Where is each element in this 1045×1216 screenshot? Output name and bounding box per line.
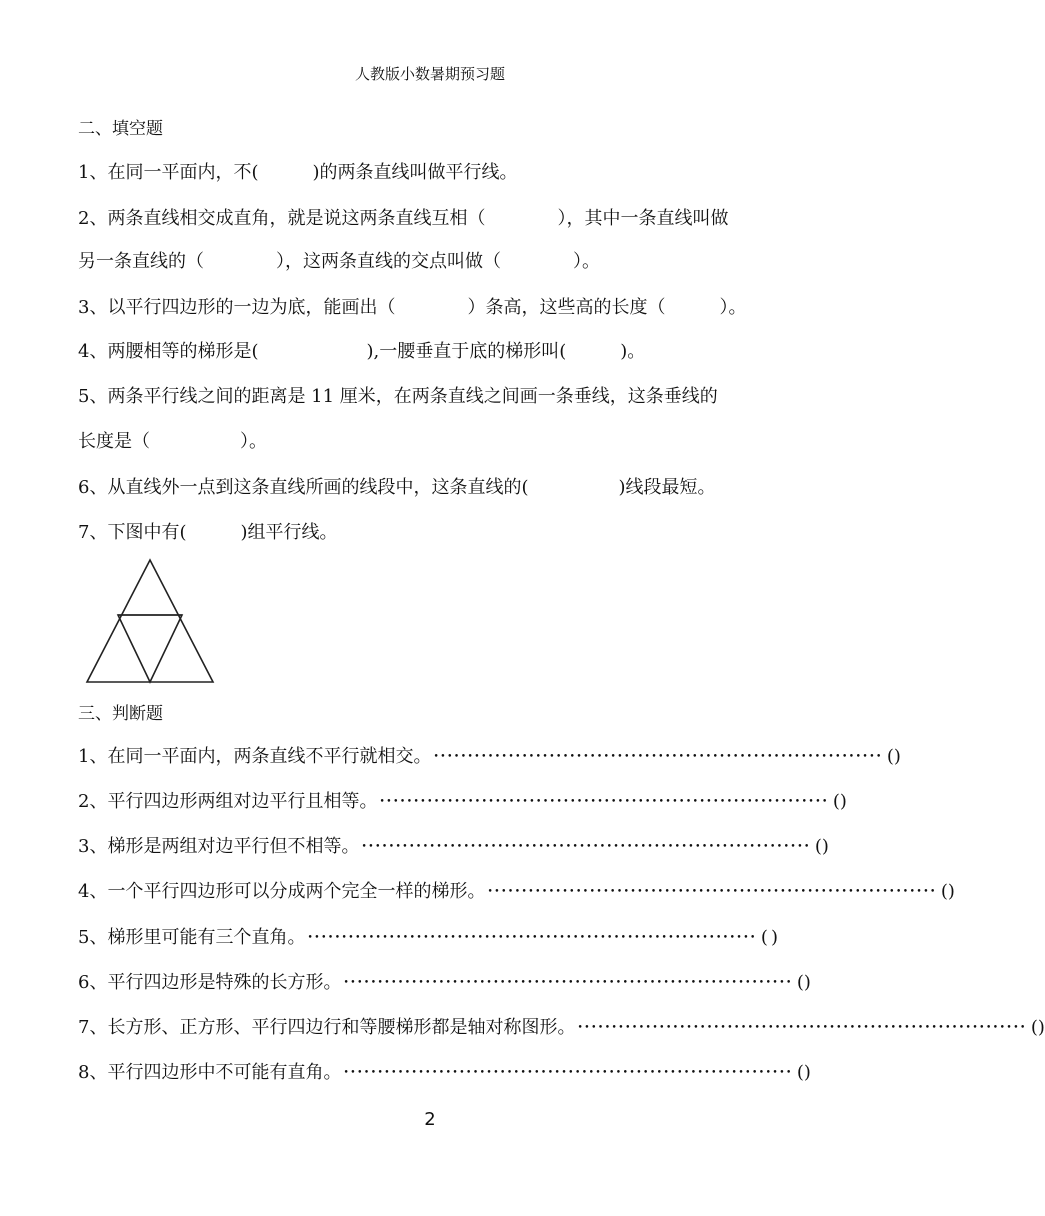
fill-in-question-4: 4、两腰相等的梯形是( ),一腰垂直于底的梯形叫( )。 — [78, 341, 646, 362]
leader-dots: •••••••••••••••••••••••••••••••••••••••••••••••••••••••••••••••••• — [361, 842, 811, 852]
judge-item-text: 5、梯形里可能有三个直角。 — [78, 927, 306, 948]
fill-in-question-2: 2、两条直线相交成直角，就是说这两条直线互相（ ），其中一条直线叫做 — [78, 208, 729, 229]
triangle-figure — [85, 558, 215, 686]
judge-item-text: 4、一个平行四边形可以分成两个完全一样的梯形。 — [78, 881, 486, 902]
judge-item-4 — [78, 881, 955, 903]
answer-blank[interactable]: ( ) — [760, 927, 778, 948]
page-header: 人教版小数暑期预习题 — [354, 65, 505, 83]
answer-blank[interactable]: ( ) — [796, 1062, 811, 1083]
judge-item-text: 2、平行四边形两组对边平行且相等。 — [78, 791, 378, 812]
leader-dots: •••••••••••••••••••••••••••••••••••••••••••••••••••••••••••••••••• — [307, 933, 757, 943]
outer-triangle — [87, 560, 213, 682]
answer-blank[interactable]: ( ) — [832, 791, 847, 812]
leader-dots: •••••••••••••••••••••••••••••••••••••••••••••••••••••••••••••••••• — [577, 1023, 1027, 1033]
leader-dots: •••••••••••••••••••••••••••••••••••••••••••••••••••••••••••••••••• — [487, 887, 937, 897]
inner-inverted-triangle — [118, 615, 182, 682]
fill-in-question-5: 5、两条平行线之间的距离是 11 厘米，在两条直线之间画一条垂线，这条垂线的 — [78, 386, 718, 407]
fill-in-question-3: 3、以平行四边形的一边为底，能画出（ ）条高，这些高的长度（ ）。 — [78, 297, 747, 318]
fill-in-question-5-cont: 长度是（ ）。 — [78, 431, 267, 452]
answer-blank[interactable]: ( ) — [814, 836, 829, 857]
section-title-fill-in: 二、填空题 — [78, 119, 163, 139]
judge-item-3 — [78, 836, 829, 858]
fill-in-question-1: 1、在同一平面内，不( )的两条直线叫做平行线。 — [78, 162, 518, 183]
leader-dots: •••••••••••••••••••••••••••••••••••••••••••••••••••••••••••••••••• — [379, 797, 829, 807]
judge-item-text: 3、梯形是两组对边平行但不相等。 — [78, 836, 360, 857]
answer-blank[interactable]: ( ) — [886, 746, 901, 767]
judge-item-7 — [78, 1017, 1045, 1039]
leader-dots: •••••••••••••••••••••••••••••••••••••••••••••••••••••••••••••••••• — [343, 978, 793, 988]
leader-dots: •••••••••••••••••••••••••••••••••••••••••••••••••••••••••••••••••• — [433, 752, 883, 762]
judge-item-8 — [78, 1062, 811, 1084]
judge-item-1 — [78, 746, 901, 768]
section-title-true-false: 三、判断题 — [78, 704, 163, 724]
judge-item-text: 8、平行四边形中不可能有直角。 — [78, 1062, 342, 1083]
fill-in-question-6: 6、从直线外一点到这条直线所画的线段中，这条直线的( )线段最短。 — [78, 477, 716, 498]
answer-blank[interactable]: ( ) — [940, 881, 955, 902]
fill-in-question-7: 7、下图中有( )组平行线。 — [78, 522, 338, 543]
fill-in-question-2-cont: 另一条直线的（ ），这两条直线的交点叫做（ ）。 — [78, 251, 600, 272]
answer-blank[interactable]: ( ) — [1030, 1017, 1045, 1038]
judge-item-5 — [78, 927, 778, 949]
judge-item-text: 1、在同一平面内，两条直线不平行就相交。 — [78, 746, 432, 767]
judge-item-2 — [78, 791, 847, 813]
judge-item-text: 7、长方形、正方形、平行四边行和等腰梯形都是轴对称图形。 — [78, 1017, 576, 1038]
page-number: 2 — [424, 1109, 436, 1130]
answer-blank[interactable]: ( ) — [796, 972, 811, 993]
judge-item-6 — [78, 972, 811, 994]
leader-dots: •••••••••••••••••••••••••••••••••••••••••••••••••••••••••••••••••• — [343, 1068, 793, 1078]
judge-item-text: 6、平行四边形是特殊的长方形。 — [78, 972, 342, 993]
